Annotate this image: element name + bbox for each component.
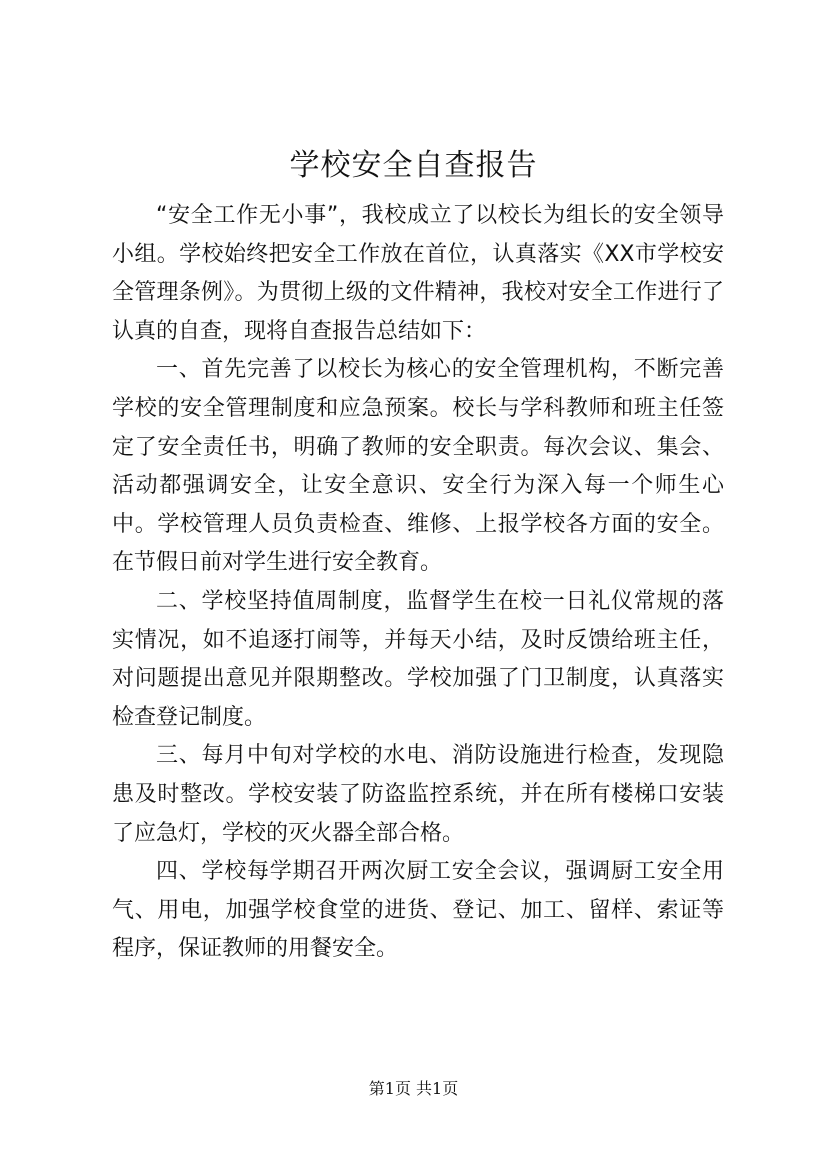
paragraph-section-2: 二、学校坚持值周制度，监督学生在校一日礼仪常规的落实情况，如不追逐打闹等，并每天小结，及时反馈给班主任，对问题提出意见并限期整改。学校加强了门卫制度，认真落实检查登记制度。 (112, 588, 724, 730)
page-number-footer: 第1页 共1页 (368, 1079, 459, 1098)
paragraph-intro: “安全工作无小事”，我校成立了以校长为组长的安全领导小组。学校始终把安全工作放在首位，认真落实《XX市学校安全管理条例》。为贯彻上级的文件精神，我校对安全工作进行了认真的自查，现将自查报告总结如下： (112, 203, 724, 344)
paragraph-section-1: 一、首先完善了以校长为核心的安全管理机构，不断完善学校的安全管理制度和应急预案。校长与学科教师和班主任签定了安全责任书，明确了教师的安全职责。每次会议、集会、活动都强调安全，让安全意识、安全行为深入每一个师生心中。学校管理人员负责检查、维修、上报学校各方面的安全。在节假日前对学生进行安全教育。 (112, 357, 724, 576)
document-body (112, 197, 724, 969)
document-title: 学校安全自查报告 (289, 148, 538, 183)
paragraph-section-3: 三、每月中旬对学校的水电、消防设施进行检查，发现隐患及时整改。学校安装了防盗监控系统，并在所有楼梯口安装了应急灯，学校的灭火器全部合格。 (112, 743, 724, 846)
paragraph-section-4: 四、学校每学期召开两次厨工安全会议，强调厨工安全用气、用电，加强学校食堂的进货、登记、加工、留样、索证等程序，保证教师的用餐安全。 (112, 859, 724, 962)
